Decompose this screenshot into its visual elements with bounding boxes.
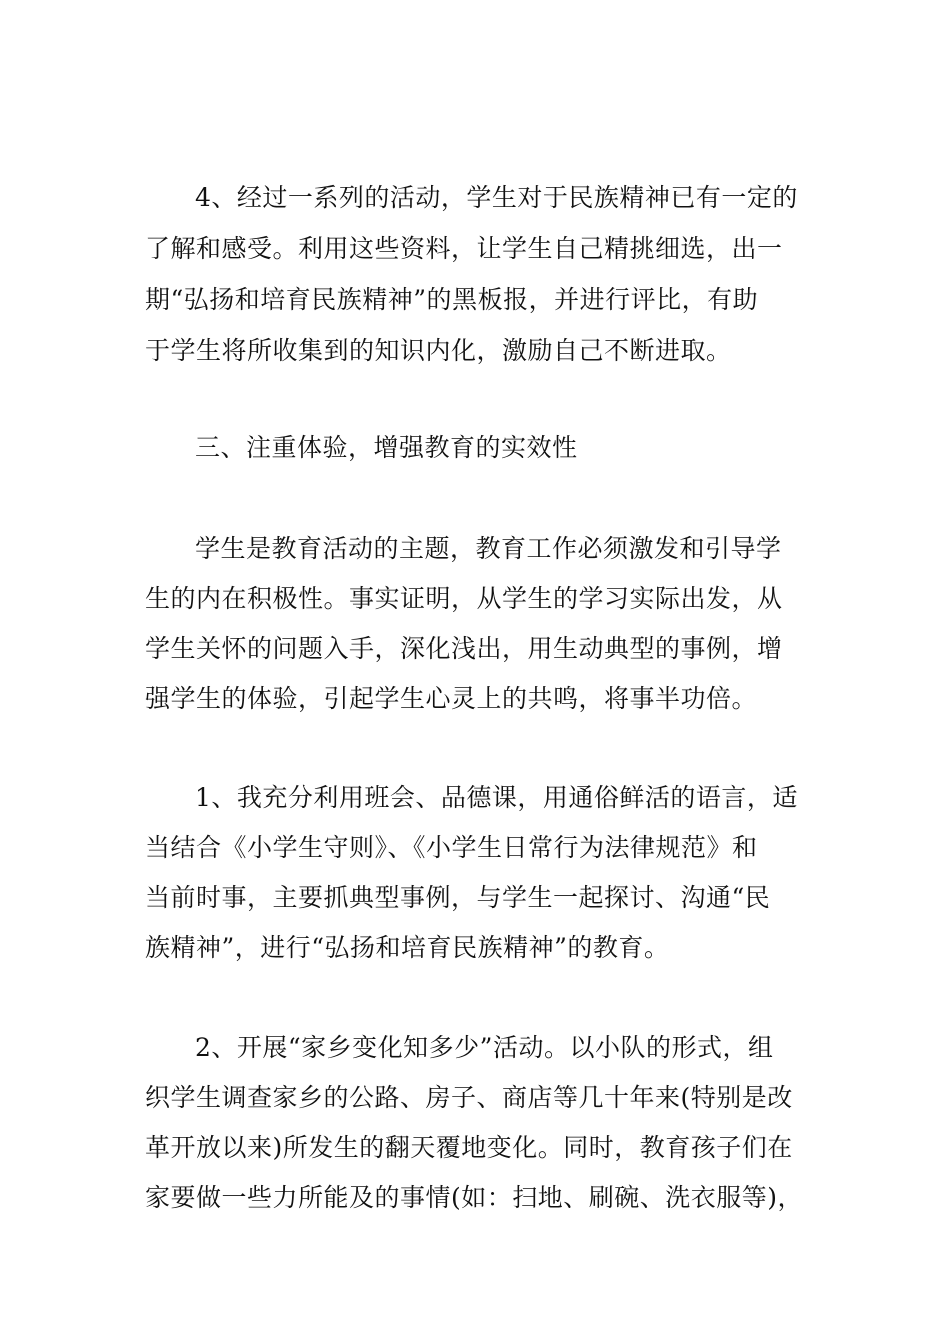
item-1-line-2: 当结合《小学生守则》、《小学生日常行为法律规范》和 bbox=[145, 833, 758, 862]
paragraph-4-line-4: 于学生将所收集到的知识内化，激励自己不断进取。 bbox=[145, 336, 732, 365]
item-1-line-4: 族精神”，进行“弘扬和培育民族精神”的教育。 bbox=[145, 933, 670, 962]
item-2-line-3: 革开放以来)所发生的翻天覆地变化。同时，教育孩子们在 bbox=[145, 1133, 793, 1162]
paragraph-4-line-3: 期“弘扬和培育民族精神”的黑板报，并进行评比，有助 bbox=[145, 285, 759, 314]
paragraph-4-line-1: 4、经过一系列的活动，学生对于民族精神已有一定的 bbox=[195, 183, 798, 212]
item-1-line-1: 1、我充分利用班会、品德课，用通俗鲜活的语言，适 bbox=[195, 783, 798, 812]
section-heading-3: 三、注重体验，增强教育的实效性 bbox=[195, 433, 578, 462]
item-2-line-4: 家要做一些力所能及的事情(如：扫地、刷碗、洗衣服等)， bbox=[145, 1183, 804, 1212]
item-2-line-2: 织学生调查家乡的公路、房子、商店等几十年来(特别是改 bbox=[145, 1083, 793, 1112]
paragraph-4-line-2: 了解和感受。利用这些资料，让学生自己精挑细选，出一 bbox=[145, 234, 783, 263]
item-1-line-3: 当前时事，主要抓典型事例，与学生一起探讨、沟通“民 bbox=[145, 883, 771, 912]
intro-paragraph-line-3: 学生关怀的问题入手，深化浅出，用生动典型的事例，增 bbox=[145, 634, 783, 663]
intro-paragraph-line-1: 学生是教育活动的主题，教育工作必须激发和引导学 bbox=[195, 534, 782, 563]
item-2-line-1: 2、开展“家乡变化知多少”活动。以小队的形式，组 bbox=[195, 1033, 774, 1062]
intro-paragraph-line-4: 强学生的体验，引起学生心灵上的共鸣，将事半功倍。 bbox=[145, 684, 758, 713]
intro-paragraph-line-2: 生的内在积极性。事实证明，从学生的学习实际出发，从 bbox=[145, 584, 783, 613]
